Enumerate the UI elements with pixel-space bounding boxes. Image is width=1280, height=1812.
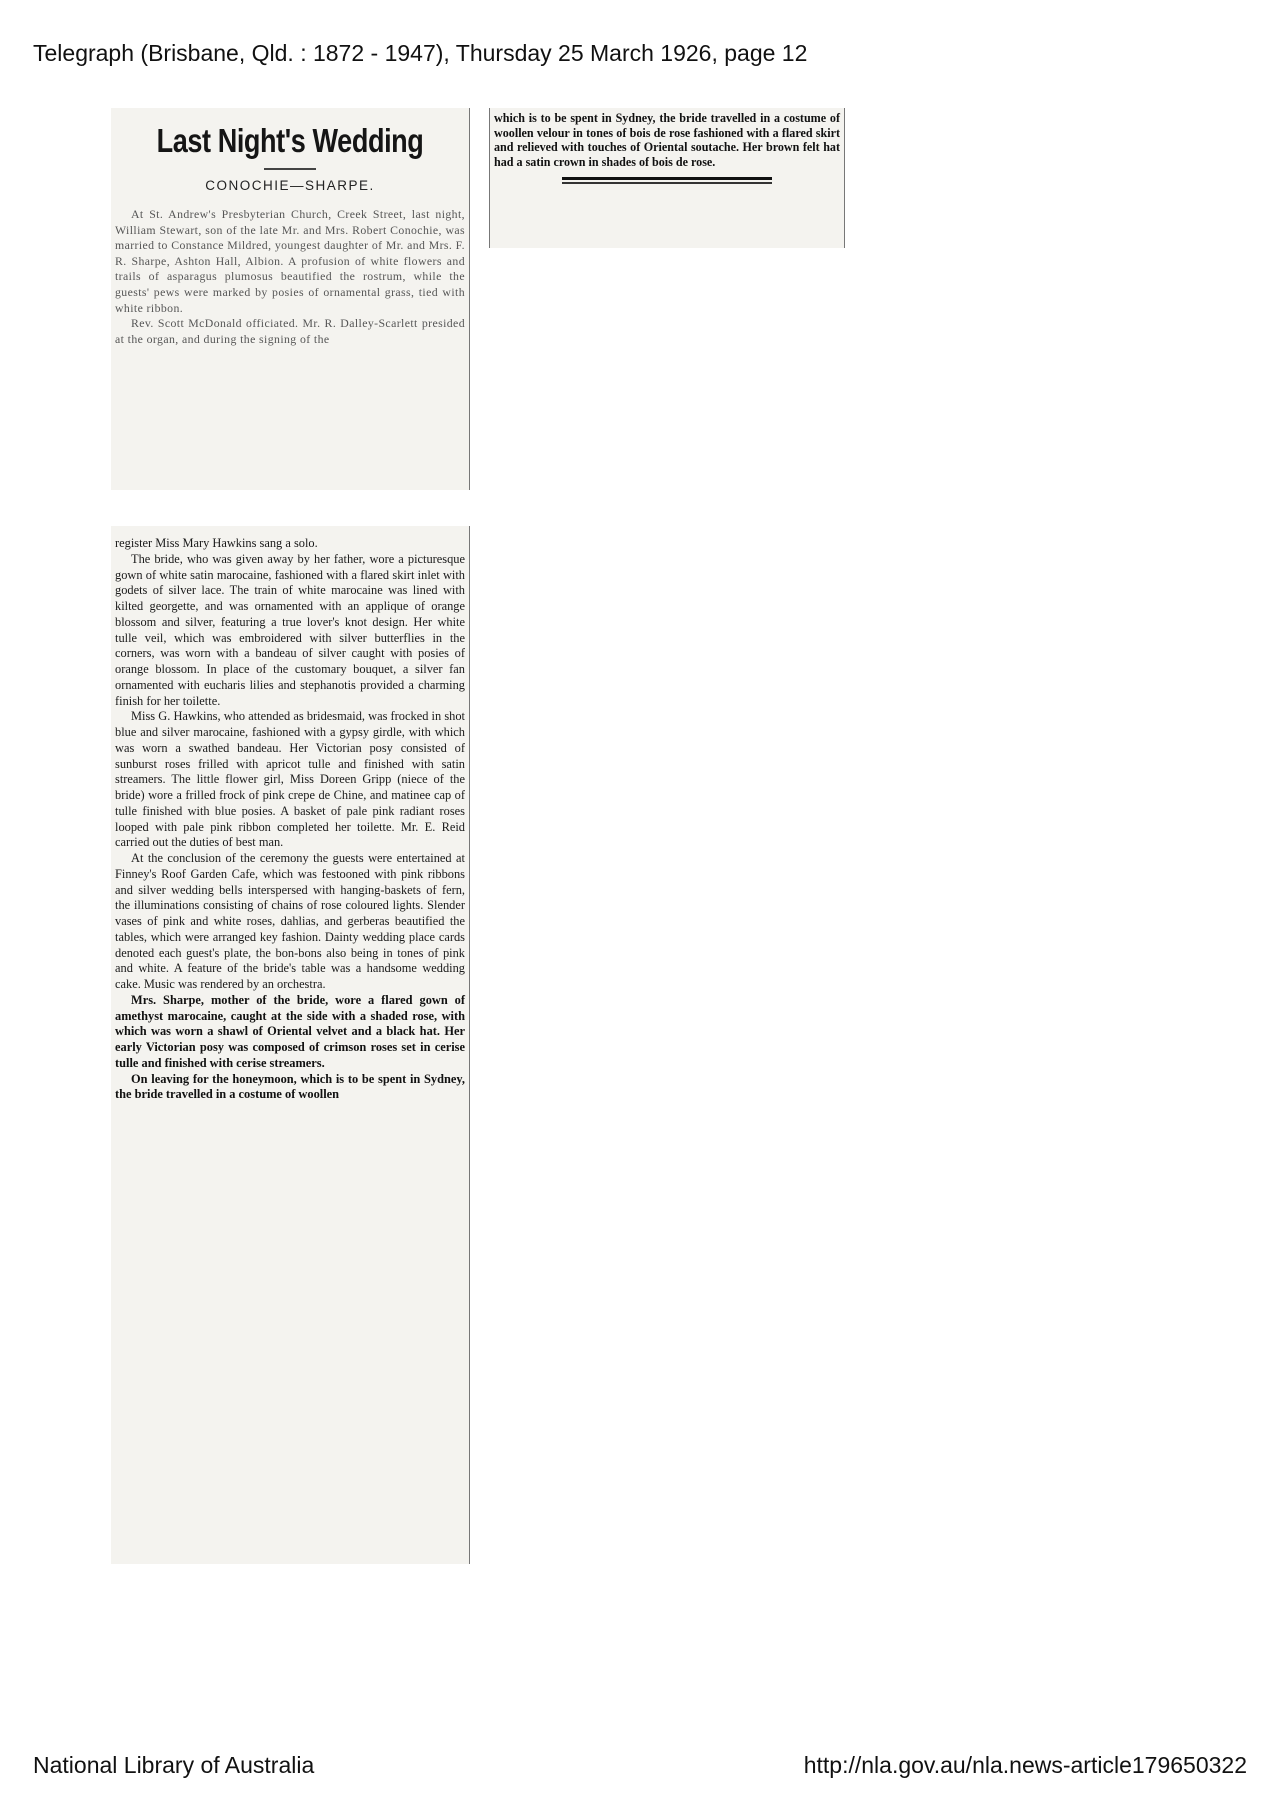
- footer-article-url: http://nla.gov.au/nla.news-article179650322: [803, 1752, 1247, 1778]
- article-clip-bottom-left: [111, 526, 470, 1564]
- article-paragraph: Miss G. Hawkins, who attended as bridesmaid, was frocked in shot blue and silver marocaine, fashioned with a gypsy girdle, with which was worn a swathed bandeau. Her Victorian posy consisted of sunburst roses frilled with apricot tulle and finished with satin streamers. The little flower girl, Miss Doreen Gripp (niece of the bride) wore a frilled frock of pink crepe de Chine, and matinee cap of tulle finished with blue posies. A basket of pale pink radiant roses looped with pale pink ribbon completed her toilette. Mr. E. Reid carried out the duties of best man.: [115, 709, 465, 850]
- article-paragraph: Rev. Scott McDonald officiated. Mr. R. Dalley-Scarlett presided at the organ, and during the signing of the: [115, 316, 465, 346]
- article-clip-top-right: [489, 108, 845, 248]
- article-end-rule: [562, 177, 772, 184]
- article-subheading: CONOCHIE—SHARPE.: [205, 178, 375, 193]
- article-paragraph: At the conclusion of the ceremony the guests were entertained at Finney's Roof Garden Cafe, which was festooned with pink ribbons and silver wedding bells interspersed with hanging-baskets of fern, the illuminations consisting of chains of rose coloured lights. Slender vases of pink and white roses, dahlias, and gerberas beautified the tables, which were arranged key fashion. Dainty wedding place cards denoted each guest's plate, the bon-bons also being in tones of pink and white. A feature of the bride's table was a handsome wedding cake. Music was rendered by an orchestra.: [115, 851, 465, 991]
- article-clip-top-left: [111, 108, 470, 490]
- end-rule-thin: [562, 182, 772, 184]
- article-paragraph: At St. Andrew's Presbyterian Church, Creek Street, last night, William Stewart, son of the late Mr. and Mrs. Robert Conochie, was married to Constance Mildred, youngest daughter of Mr. and Mrs. F. R. Sharpe, Ashton Hall, Albion. A profusion of white flowers and trails of asparagus plumosus beautified the rostrum, while the guests' pews were marked by posies of ornamental grass, tied with white ribbon.: [115, 207, 465, 315]
- headline-divider: [264, 168, 316, 170]
- article-paragraph: register Miss Mary Hawkins sang a solo.: [115, 536, 318, 550]
- article-paragraph: On leaving for the honeymoon, which is to be spent in Sydney, the bride travelled in a costume of woollen: [115, 1071, 465, 1102]
- end-rule-thick: [562, 177, 772, 180]
- page-citation: Telegraph (Brisbane, Qld. : 1872 - 1947), Thursday 25 March 1926, page 12: [33, 40, 808, 66]
- article-paragraph: which is to be spent in Sydney, the bride travelled in a costume of woollen velour in tones of bois de rose fashioned with a flared skirt and relieved with touches of Oriental soutache. Her brown felt hat had a satin crown in shades of bois de rose.: [494, 111, 840, 169]
- article-paragraph: Mrs. Sharpe, mother of the bride, wore a flared gown of amethyst marocaine, caught at the side with a shaded rose, with which was worn a shawl of Oriental velvet and a black hat. Her early Victorian posy was composed of crimson roses set in cerise tulle and finished with cerise streamers.: [115, 992, 465, 1070]
- article-headline: Last Night's Wedding: [156, 122, 424, 159]
- article-paragraph: The bride, who was given away by her father, wore a picturesque gown of white satin marocaine, fashioned with a flared skirt inlet with godets of silver lace. The train of white marocaine was lined with kilted georgette, and was ornamented with an applique of orange blossom and silver, featuring a true lover's knot design. Her white tulle veil, which was embroidered with silver butterflies in the corners, was worn with a bandeau of silver caught with posies of orange blossom. In place of the customary bouquet, a silver fan ornamented with eucharis lilies and stephanotis provided a charming finish for her toilette.: [115, 551, 465, 708]
- footer-library: National Library of Australia: [33, 1752, 315, 1778]
